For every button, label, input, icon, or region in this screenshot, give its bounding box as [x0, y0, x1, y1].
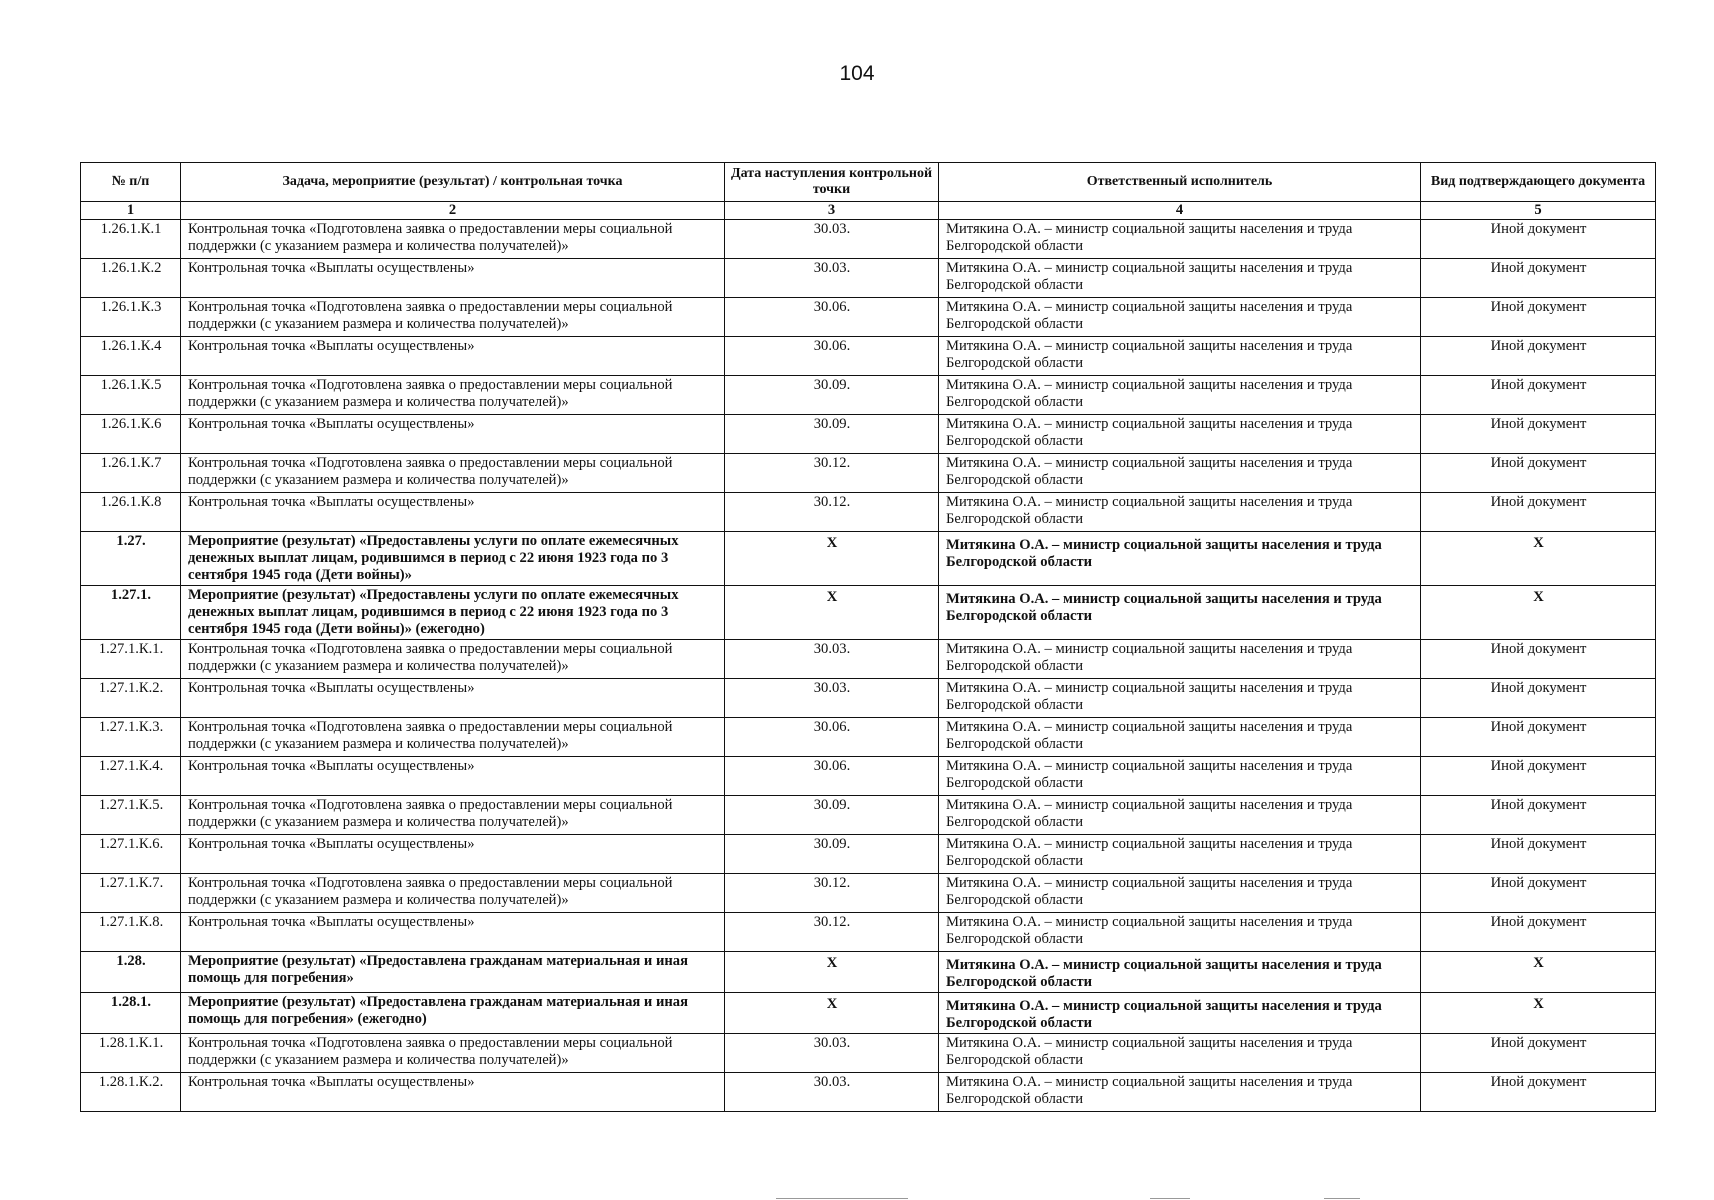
row-task: Контрольная точка «Подготовлена заявка о предоставлении меры социальной поддержки (с указанием размера и количества получателей)» — [181, 874, 725, 913]
row-task: Мероприятие (результат) «Предоставлена гражданам материальная и иная помощь для погребения» — [181, 952, 725, 993]
header-number: № п/п — [81, 163, 181, 202]
table-row-control-point — [81, 1073, 1656, 1112]
row-document: Иной документ — [1421, 1073, 1656, 1112]
row-executor: Митякина О.А. – министр социальной защиты населения и труда Белгородской области — [939, 718, 1421, 757]
page-number: 104 — [839, 62, 875, 85]
table-row-control-point — [81, 337, 1656, 376]
row-document: Иной документ — [1421, 376, 1656, 415]
table-row-control-point — [81, 220, 1656, 259]
row-date: 30.03. — [725, 259, 939, 298]
row-task: Контрольная точка «Подготовлена заявка о предоставлении меры социальной поддержки (с указанием размера и количества получателей)» — [181, 718, 725, 757]
row-executor: Митякина О.А. – министр социальной защиты населения и труда Белгородской области — [939, 874, 1421, 913]
row-document: Иной документ — [1421, 1034, 1656, 1073]
row-executor: Митякина О.А. – министр социальной защиты населения и труда Белгородской области — [939, 913, 1421, 952]
row-number: 1.27.1.К.7. — [81, 874, 181, 913]
row-number: 1.26.1.К.4 — [81, 337, 181, 376]
column-number: 4 — [939, 202, 1421, 220]
row-date: 30.12. — [725, 454, 939, 493]
table-row-control-point — [81, 259, 1656, 298]
table-body — [81, 220, 1656, 1112]
row-document: Иной документ — [1421, 718, 1656, 757]
row-date: 30.06. — [725, 757, 939, 796]
table-row-control-point — [81, 679, 1656, 718]
row-task: Контрольная точка «Подготовлена заявка о предоставлении меры социальной поддержки (с указанием размера и количества получателей)» — [181, 640, 725, 679]
row-date: 30.06. — [725, 298, 939, 337]
column-number: 1 — [81, 202, 181, 220]
row-executor: Митякина О.А. – министр социальной защиты населения и труда Белгородской области — [939, 376, 1421, 415]
row-executor: Митякина О.А. – министр социальной защиты населения и труда Белгородской области — [939, 259, 1421, 298]
row-date: 30.03. — [725, 220, 939, 259]
row-document: Иной документ — [1421, 796, 1656, 835]
row-document: Иной документ — [1421, 259, 1656, 298]
header-executor: Ответственный исполнитель — [939, 163, 1421, 202]
row-document: Иной документ — [1421, 757, 1656, 796]
header-date: Дата наступления контрольной точки — [725, 163, 939, 202]
row-document: Х — [1421, 952, 1656, 993]
row-executor: Митякина О.А. – министр социальной защиты населения и труда Белгородской области — [939, 415, 1421, 454]
row-executor: Митякина О.А. – министр социальной защиты населения и труда Белгородской области — [939, 337, 1421, 376]
row-task: Контрольная точка «Подготовлена заявка о предоставлении меры социальной поддержки (с указанием размера и количества получателей)» — [181, 1034, 725, 1073]
row-task: Контрольная точка «Подготовлена заявка о предоставлении меры социальной поддержки (с указанием размера и количества получателей)» — [181, 298, 725, 337]
row-executor: Митякина О.А. – министр социальной защиты населения и труда Белгородской области — [939, 796, 1421, 835]
row-date: 30.09. — [725, 835, 939, 874]
table-row-control-point — [81, 757, 1656, 796]
table-row-measure — [81, 586, 1656, 640]
row-executor: Митякина О.А. – министр социальной защиты населения и труда Белгородской области — [939, 952, 1421, 993]
row-document: Иной документ — [1421, 493, 1656, 532]
row-number: 1.26.1.К.1 — [81, 220, 181, 259]
row-date: 30.06. — [725, 337, 939, 376]
row-document: Иной документ — [1421, 679, 1656, 718]
row-number: 1.26.1.К.3 — [81, 298, 181, 337]
table-row-control-point — [81, 298, 1656, 337]
row-task: Контрольная точка «Выплаты осуществлены» — [181, 757, 725, 796]
row-date: Х — [725, 952, 939, 993]
row-date: Х — [725, 586, 939, 640]
row-document: Иной документ — [1421, 913, 1656, 952]
row-number: 1.28.1.К.2. — [81, 1073, 181, 1112]
control-points-table — [80, 162, 1656, 1112]
row-date: 30.06. — [725, 718, 939, 757]
row-document: Иной документ — [1421, 298, 1656, 337]
row-document: Х — [1421, 586, 1656, 640]
row-number: 1.26.1.К.2 — [81, 259, 181, 298]
row-number: 1.27.1. — [81, 586, 181, 640]
row-executor: Митякина О.А. – министр социальной защиты населения и труда Белгородской области — [939, 220, 1421, 259]
row-date: 30.03. — [725, 679, 939, 718]
header-task: Задача, мероприятие (результат) / контрольная точка — [181, 163, 725, 202]
row-date: Х — [725, 532, 939, 586]
row-task: Контрольная точка «Выплаты осуществлены» — [181, 913, 725, 952]
row-date: 30.03. — [725, 640, 939, 679]
row-task: Контрольная точка «Подготовлена заявка о предоставлении меры социальной поддержки (с указанием размера и количества получателей)» — [181, 796, 725, 835]
row-task: Контрольная точка «Подготовлена заявка о предоставлении меры социальной поддержки (с указанием размера и количества получателей)» — [181, 220, 725, 259]
row-executor: Митякина О.А. – министр социальной защиты населения и труда Белгородской области — [939, 993, 1421, 1034]
row-date: 30.09. — [725, 796, 939, 835]
row-number: 1.26.1.К.8 — [81, 493, 181, 532]
table-row-control-point — [81, 718, 1656, 757]
row-document: Х — [1421, 532, 1656, 586]
row-executor: Митякина О.А. – министр социальной защиты населения и труда Белгородской области — [939, 757, 1421, 796]
table-row-measure — [81, 532, 1656, 586]
row-task: Контрольная точка «Подготовлена заявка о предоставлении меры социальной поддержки (с указанием размера и количества получателей)» — [181, 376, 725, 415]
row-number: 1.27.1.К.8. — [81, 913, 181, 952]
row-task: Контрольная точка «Выплаты осуществлены» — [181, 259, 725, 298]
row-number: 1.27.1.К.5. — [81, 796, 181, 835]
row-executor: Митякина О.А. – министр социальной защиты населения и труда Белгородской области — [939, 493, 1421, 532]
column-number: 5 — [1421, 202, 1656, 220]
header-row — [81, 163, 1656, 202]
row-number: 1.27.1.К.2. — [81, 679, 181, 718]
row-number: 1.28. — [81, 952, 181, 993]
row-task: Контрольная точка «Выплаты осуществлены» — [181, 679, 725, 718]
row-date: 30.09. — [725, 415, 939, 454]
row-task: Контрольная точка «Выплаты осуществлены» — [181, 415, 725, 454]
row-task: Контрольная точка «Выплаты осуществлены» — [181, 835, 725, 874]
row-executor: Митякина О.А. – министр социальной защиты населения и труда Белгородской области — [939, 679, 1421, 718]
table-row-control-point — [81, 493, 1656, 532]
row-executor: Митякина О.А. – министр социальной защиты населения и труда Белгородской области — [939, 835, 1421, 874]
row-date: 30.03. — [725, 1034, 939, 1073]
row-number: 1.27.1.К.4. — [81, 757, 181, 796]
row-document: Иной документ — [1421, 220, 1656, 259]
row-date: 30.12. — [725, 493, 939, 532]
row-task: Мероприятие (результат) «Предоставлена гражданам материальная и иная помощь для погребения» (ежегодно) — [181, 993, 725, 1034]
row-task: Контрольная точка «Выплаты осуществлены» — [181, 337, 725, 376]
row-document: Иной документ — [1421, 415, 1656, 454]
row-date: 30.09. — [725, 376, 939, 415]
table-row-control-point — [81, 796, 1656, 835]
row-task: Контрольная точка «Подготовлена заявка о предоставлении меры социальной поддержки (с указанием размера и количества получателей)» — [181, 454, 725, 493]
table-row-measure — [81, 952, 1656, 993]
row-number: 1.27. — [81, 532, 181, 586]
row-executor: Митякина О.А. – министр социальной защиты населения и труда Белгородской области — [939, 1073, 1421, 1112]
row-document: Иной документ — [1421, 337, 1656, 376]
row-number: 1.27.1.К.6. — [81, 835, 181, 874]
row-number: 1.28.1. — [81, 993, 181, 1034]
row-date: 30.12. — [725, 913, 939, 952]
row-task: Мероприятие (результат) «Предоставлены услуги по оплате ежемесячных денежных выплат лицам, родившимся в период с 22 июня 1923 года по 3 сентября 1945 года (Дети войны)» — [181, 532, 725, 586]
row-date: 30.12. — [725, 874, 939, 913]
row-executor: Митякина О.А. – министр социальной защиты населения и труда Белгородской области — [939, 454, 1421, 493]
row-task: Контрольная точка «Выплаты осуществлены» — [181, 493, 725, 532]
row-executor: Митякина О.А. – министр социальной защиты населения и труда Белгородской области — [939, 1034, 1421, 1073]
row-executor: Митякина О.А. – министр социальной защиты населения и труда Белгородской области — [939, 532, 1421, 586]
row-executor: Митякина О.А. – министр социальной защиты населения и труда Белгородской области — [939, 586, 1421, 640]
row-document: Иной документ — [1421, 640, 1656, 679]
column-number: 3 — [725, 202, 939, 220]
row-number: 1.28.1.К.1. — [81, 1034, 181, 1073]
row-number: 1.27.1.К.3. — [81, 718, 181, 757]
table-row-control-point — [81, 415, 1656, 454]
header-document: Вид подтверждающего документа — [1421, 163, 1656, 202]
row-number: 1.26.1.К.7 — [81, 454, 181, 493]
table-row-control-point — [81, 640, 1656, 679]
row-document: Иной документ — [1421, 454, 1656, 493]
row-document: Х — [1421, 993, 1656, 1034]
row-date: 30.03. — [725, 1073, 939, 1112]
row-task: Мероприятие (результат) «Предоставлены услуги по оплате ежемесячных денежных выплат лицам, родившимся в период с 22 июня 1923 года по 3 сентября 1945 года (Дети войны)» (ежегодно) — [181, 586, 725, 640]
table-row-control-point — [81, 454, 1656, 493]
row-number: 1.26.1.К.5 — [81, 376, 181, 415]
row-executor: Митякина О.А. – министр социальной защиты населения и труда Белгородской области — [939, 298, 1421, 337]
table-row-control-point — [81, 874, 1656, 913]
row-date: Х — [725, 993, 939, 1034]
table-row-control-point — [81, 376, 1656, 415]
row-task: Контрольная точка «Выплаты осуществлены» — [181, 1073, 725, 1112]
table-row-control-point — [81, 1034, 1656, 1073]
row-document: Иной документ — [1421, 835, 1656, 874]
table-row-control-point — [81, 913, 1656, 952]
table-row-control-point — [81, 835, 1656, 874]
table-row-measure — [81, 993, 1656, 1034]
column-number: 2 — [181, 202, 725, 220]
row-document: Иной документ — [1421, 874, 1656, 913]
row-executor: Митякина О.А. – министр социальной защиты населения и труда Белгородской области — [939, 640, 1421, 679]
column-numbers-row — [81, 202, 1656, 220]
row-number: 1.27.1.К.1. — [81, 640, 181, 679]
row-number: 1.26.1.К.6 — [81, 415, 181, 454]
